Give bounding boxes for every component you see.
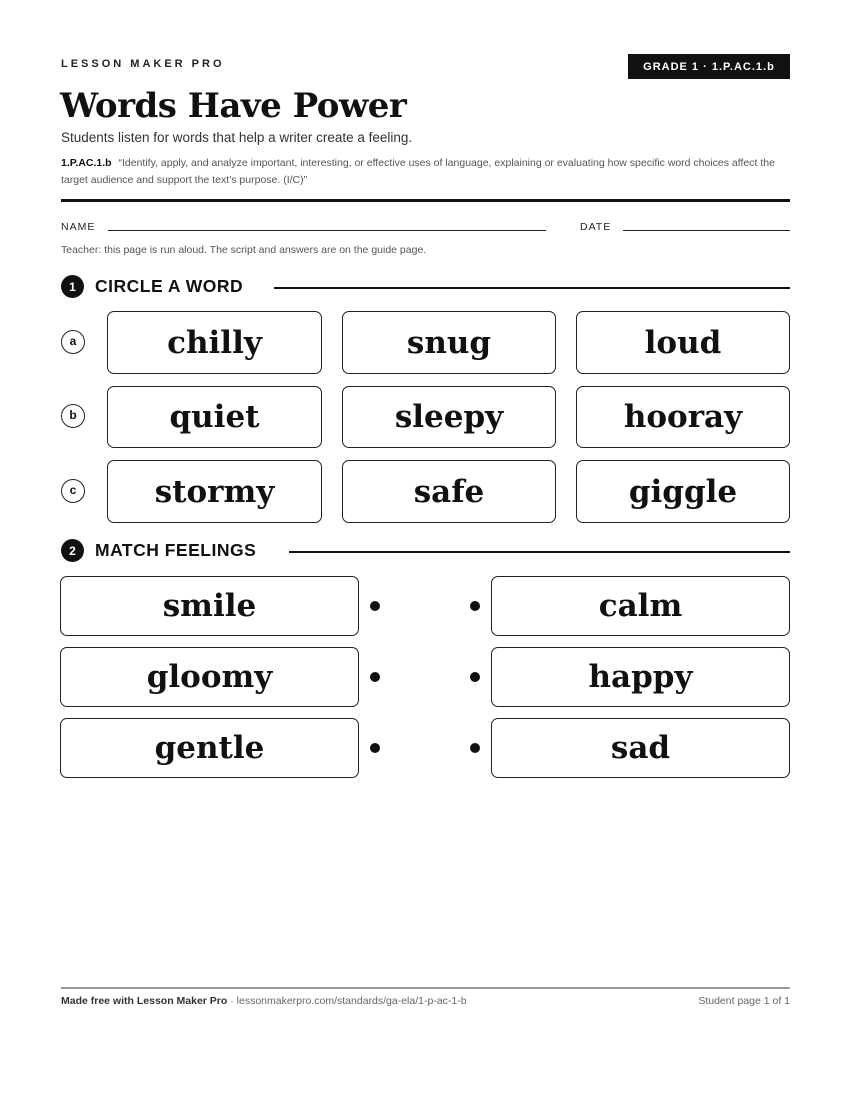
row-label-b: b <box>61 404 85 428</box>
match-card-gloomy[interactable]: gloomy <box>60 647 359 707</box>
section-title: MATCH FEELINGS <box>95 540 257 560</box>
section-title: CIRCLE A WORD <box>95 276 244 296</box>
word-card-stormy[interactable]: stormy <box>107 460 322 523</box>
section-divider <box>274 287 790 289</box>
row-label-c: c <box>61 479 85 503</box>
footer-credit <box>61 995 467 1007</box>
match-card-happy[interactable]: happy <box>491 647 790 707</box>
standard-text: “Identify, apply, and analyze important, interesting, or effective uses of language, explaining or evaluating how specific word choices affect the target audience and support the text’s purpose. (I/C)” <box>61 157 775 186</box>
section-number-badge: 2 <box>61 539 84 562</box>
footer-url[interactable]: · lessonmakerpro.com/standards/ga-ela/1-p-ac-1-b <box>227 995 467 1007</box>
match-card-sad[interactable]: sad <box>491 718 790 778</box>
match-dot-right[interactable] <box>470 601 480 611</box>
word-card-snug[interactable]: snug <box>342 311 556 374</box>
page-subtitle: Students listen for words that help a writer create a feeling. <box>61 130 413 145</box>
header-divider <box>61 199 790 202</box>
brand-name: LESSON MAKER PRO <box>61 58 225 70</box>
date-line[interactable] <box>623 230 790 231</box>
footer-divider <box>61 987 790 989</box>
match-card-smile[interactable]: smile <box>60 576 359 636</box>
word-card-safe[interactable]: safe <box>342 460 556 523</box>
name-label: NAME <box>61 221 96 233</box>
match-card-gentle[interactable]: gentle <box>60 718 359 778</box>
page-number: Student page 1 of 1 <box>698 995 790 1007</box>
match-dot-left[interactable] <box>370 601 380 611</box>
section-number-badge: 1 <box>61 275 84 298</box>
match-dot-left[interactable] <box>370 743 380 753</box>
match-card-calm[interactable]: calm <box>491 576 790 636</box>
word-card-chilly[interactable]: chilly <box>107 311 322 374</box>
teacher-note: Teacher: this page is run aloud. The script and answers are on the guide page. <box>61 244 427 256</box>
match-dot-right[interactable] <box>470 672 480 682</box>
name-line[interactable] <box>108 230 546 231</box>
word-card-hooray[interactable]: hooray <box>576 386 790 448</box>
word-card-sleepy[interactable]: sleepy <box>342 386 556 448</box>
date-label: DATE <box>580 221 612 233</box>
standard-code: 1.P.AC.1.b <box>61 157 112 169</box>
page-title: Words Have Power <box>60 86 407 126</box>
footer-made-with: Made free with Lesson Maker Pro <box>61 995 228 1007</box>
row-label-a: a <box>61 330 85 354</box>
section-divider <box>289 551 790 553</box>
word-card-loud[interactable]: loud <box>576 311 790 374</box>
match-dot-left[interactable] <box>370 672 380 682</box>
match-dot-right[interactable] <box>470 743 480 753</box>
section-heading-match-feelings <box>61 539 256 562</box>
standard-description <box>61 155 791 189</box>
word-card-giggle[interactable]: giggle <box>576 460 790 523</box>
word-card-quiet[interactable]: quiet <box>107 386 322 448</box>
section-heading-circle-a-word <box>61 275 243 298</box>
grade-badge: GRADE 1 · 1.P.AC.1.b <box>628 54 790 79</box>
